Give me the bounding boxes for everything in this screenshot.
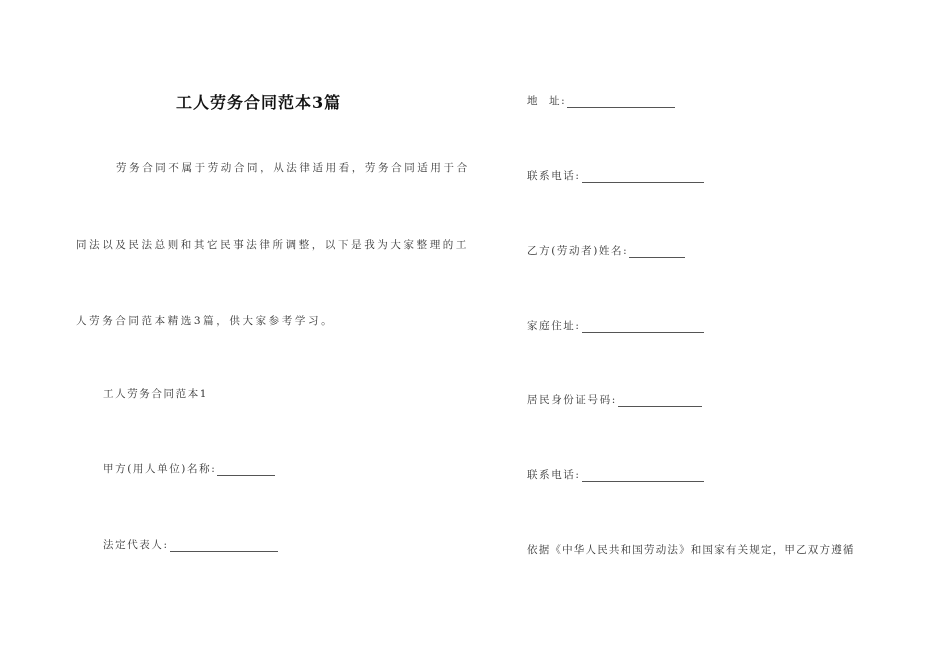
basis-line (527, 542, 855, 557)
party-b-name-blank (629, 246, 685, 258)
party-a-name-blank (217, 464, 275, 476)
intro-line-3: 人劳务合同范本精选3篇，供大家参考学习。 (76, 315, 335, 327)
intro-line-1: 劳务合同不属于劳动合同，从法律适用看，劳务合同适用于合 (116, 162, 470, 174)
party-b-name-field (527, 243, 685, 258)
basis-line-text: 依据《中华人民共和国劳动法》和国家有关规定，甲乙双方遵循 (527, 544, 855, 556)
home-address-blank (582, 321, 704, 333)
section-heading-text: 工人劳务合同范本1 (103, 388, 209, 400)
id-number-field (527, 392, 702, 407)
section-heading (103, 386, 208, 401)
intro-line-2: 同法以及民法总则和其它民事法律所调整，以下是我为大家整理的工 (76, 239, 469, 251)
legal-rep-blank (170, 540, 278, 552)
phone-label-1: 联系电话: (527, 170, 581, 182)
party-b-name-label: 乙方(劳动者)姓名: (527, 245, 629, 257)
party-a-name-field (103, 461, 275, 476)
address-blank (567, 96, 675, 108)
address-label: 地 址: (527, 95, 567, 107)
phone-blank-1 (582, 171, 704, 183)
home-address-field (527, 318, 704, 333)
legal-rep-label: 法定代表人: (103, 539, 169, 551)
document-title: 工人劳务合同范本3篇 (176, 93, 342, 112)
phone-field-1 (527, 168, 704, 183)
phone-field-2 (527, 467, 704, 482)
id-number-label: 居民身份证号码: (527, 394, 617, 406)
party-a-name-label: 甲方(用人单位)名称: (103, 463, 217, 475)
home-address-label: 家庭住址: (527, 320, 581, 332)
phone-label-2: 联系电话: (527, 469, 581, 481)
id-number-blank (618, 395, 702, 407)
legal-rep-field (103, 537, 278, 552)
phone-blank-2 (582, 470, 704, 482)
address-field (527, 93, 675, 108)
